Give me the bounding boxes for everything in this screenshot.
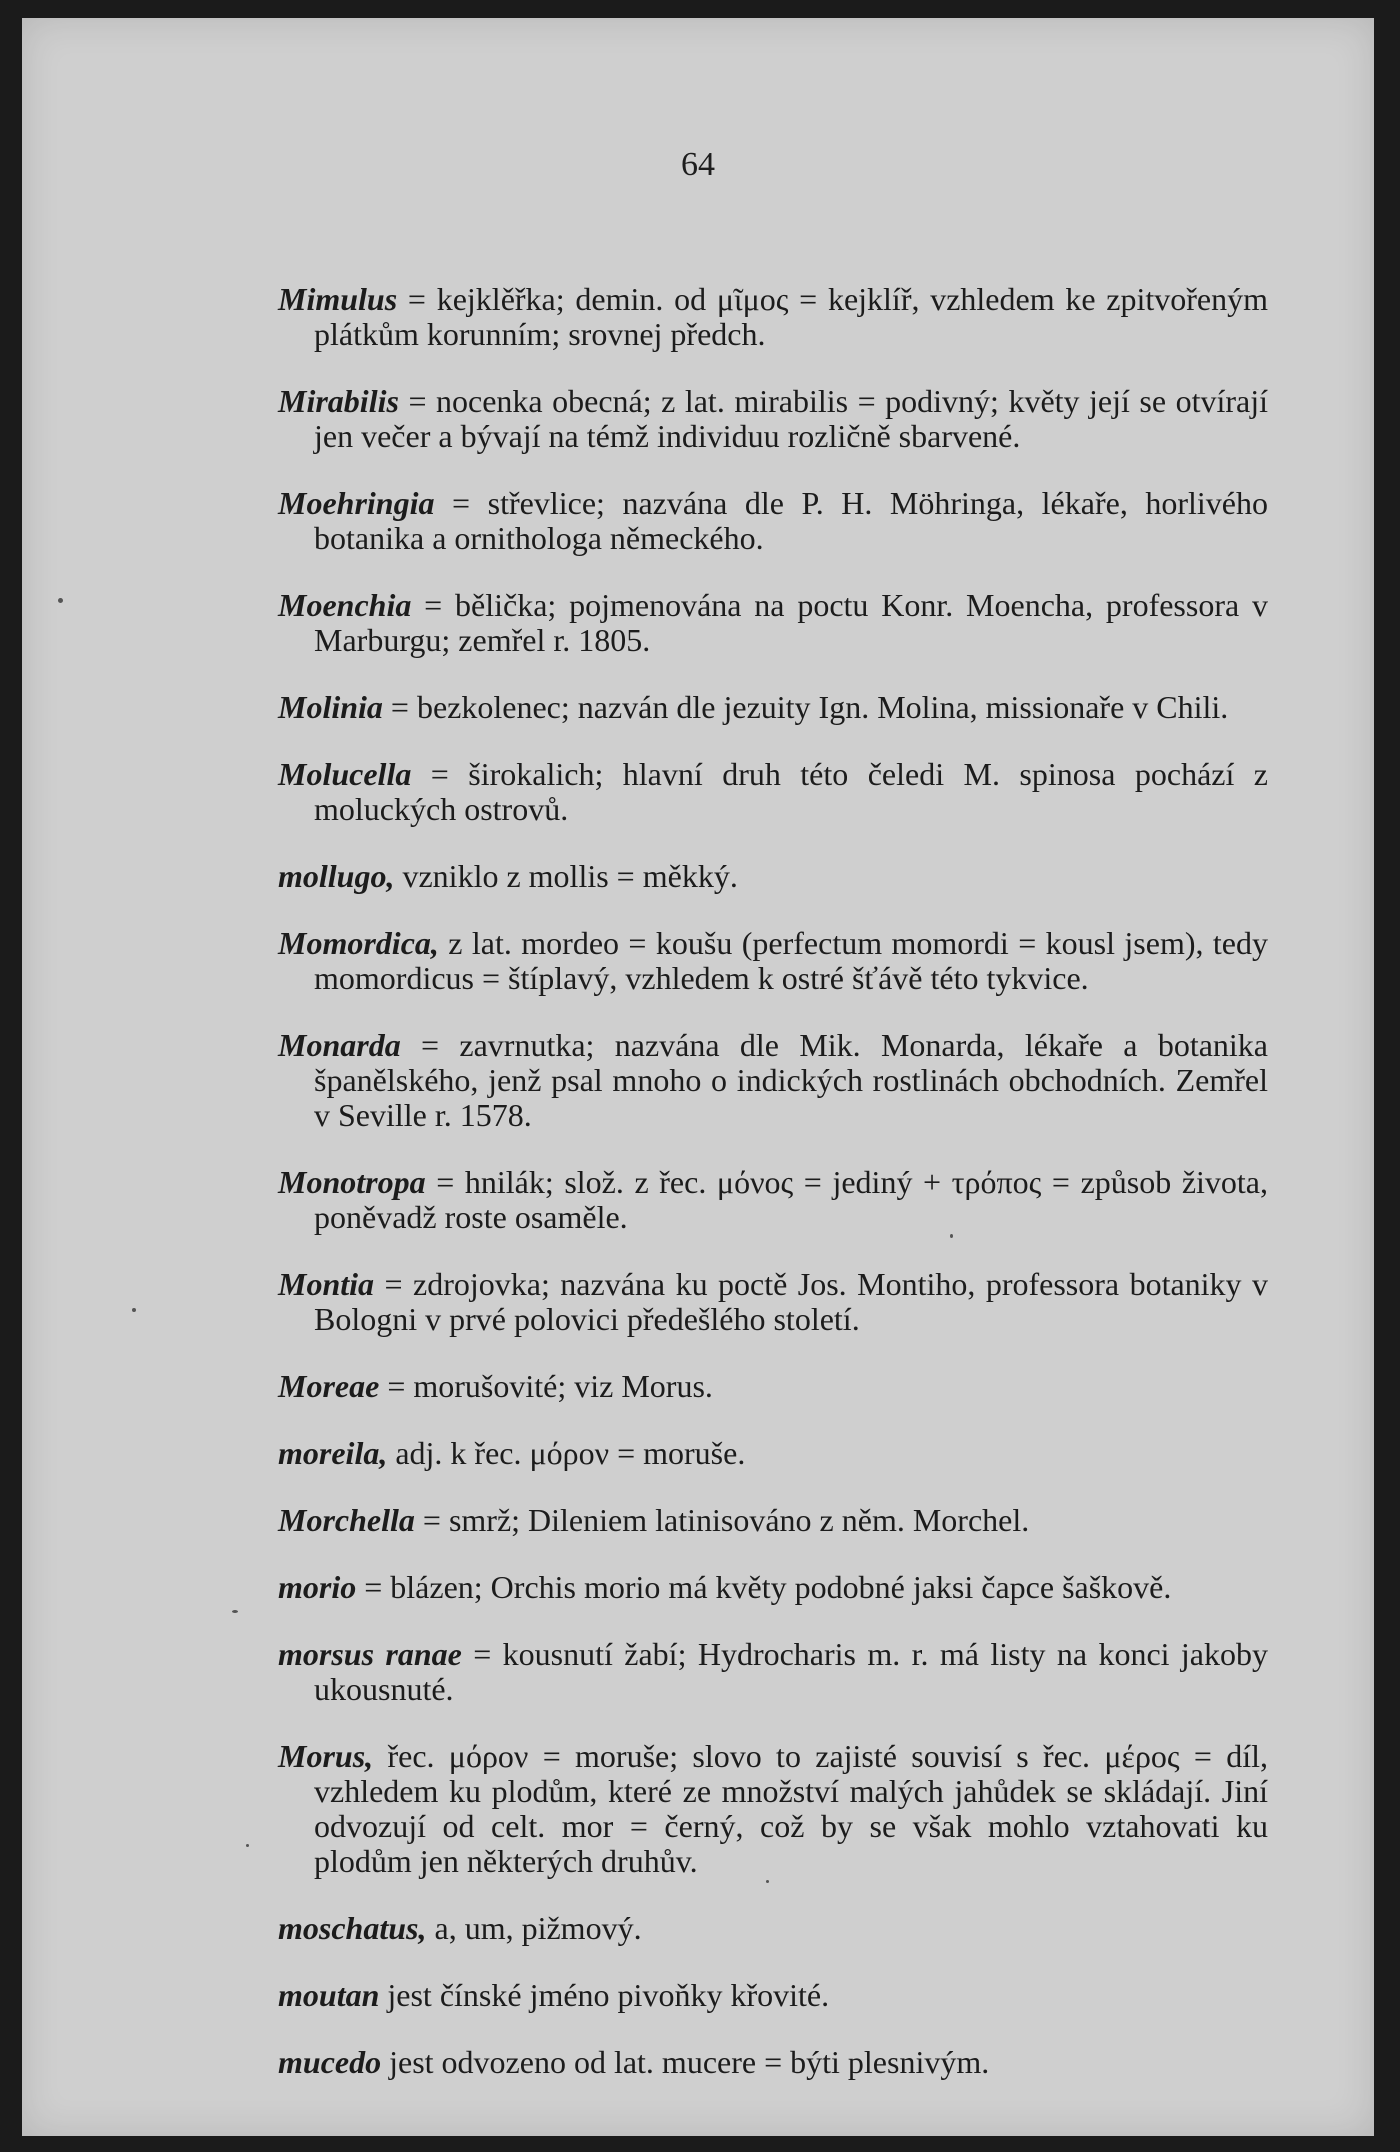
entry-term: mollugo, <box>278 858 395 894</box>
entry-term: Montia <box>278 1266 375 1302</box>
entry-text: jest čínské jméno pivoňky křovité. <box>387 1977 830 2013</box>
entry-term: Mirabilis <box>278 383 399 419</box>
entry-term: Morus, <box>278 1738 374 1774</box>
speck <box>132 1308 136 1312</box>
entry-text: z lat. mordeo = koušu (perfectum momordi = kousl jsem), tedy momordicus = štíplavý, vzhledem k ostré šťávě této tykvice. <box>314 925 1269 996</box>
dictionary-entry <box>278 690 1268 725</box>
entry-term: Morchella <box>278 1502 415 1538</box>
dictionary-entry <box>278 1436 1268 1471</box>
dictionary-entry <box>278 1267 1268 1337</box>
entry-text: = zdrojovka; nazvána ku poctě Jos. Montiho, professora botaniky v Bologni v prvé polovici předešlého století. <box>314 1266 1269 1337</box>
dictionary-entry <box>278 926 1268 996</box>
entry-text: a, um, pižmový. <box>434 1910 642 1946</box>
book-page <box>22 18 1374 2136</box>
page-number: 64 <box>681 146 715 183</box>
entry-term: Molinia <box>278 689 383 725</box>
entry-text: = bezkolenec; nazván dle jezuity Ign. Molina, missionaře v Chili. <box>390 689 1229 725</box>
entry-term: mucedo <box>278 2044 382 2080</box>
dictionary-entry <box>278 486 1268 556</box>
entry-term: Monarda <box>278 1027 401 1063</box>
dictionary-entry <box>278 588 1268 658</box>
dictionary-entry <box>278 1165 1268 1235</box>
entry-text: = nocenka obecná; z lat. mirabilis = podivný; květy její se otvírají jen večer a bývají na témž individuu rozličně sbarvené. <box>314 383 1269 454</box>
entry-term: Mimulus <box>278 281 398 317</box>
dictionary-entry <box>278 1637 1268 1707</box>
entry-term: moschatus, <box>278 1910 427 1946</box>
dictionary-entry <box>278 1503 1268 1538</box>
entry-text: = širokalich; hlavní druh této čeledi M. spinosa pochází z moluckých ostrovů. <box>314 756 1268 827</box>
entry-term: Monotropa <box>278 1164 426 1200</box>
dictionary-entry <box>278 1911 1268 1946</box>
entry-term: Molucella <box>278 756 412 792</box>
entry-text: = kejklěřka; demin. od μῖμος = kejklíř, vzhledem ke zpitvořeným plátkům korunním; srovnej předch. <box>314 281 1269 352</box>
dictionary-entry <box>278 1570 1268 1605</box>
dictionary-entry <box>278 1978 1268 2013</box>
dictionary-entry <box>278 757 1268 827</box>
entry-text: = střevlice; nazvána dle P. H. Möhringa, lékaře, horlivého botanika a ornithologa německého. <box>314 485 1268 556</box>
entry-term: morio <box>278 1569 357 1605</box>
speck <box>950 1234 953 1238</box>
entry-text: vzniklo z mollis = měkký. <box>402 858 738 894</box>
entry-term: moutan <box>278 1977 380 2013</box>
entry-term: morsus ranae <box>278 1636 462 1672</box>
entry-text: řec. μόρον = moruše; slovo to zajisté souvisí s řec. μέρος = díl, vzhledem ku plodům, které ze množství malých jahůdek se skládají. Jiní odvozují od celt. mor = černý, což by se však mohlo vztahovati ku plodům jen některých druhův. <box>314 1738 1269 1879</box>
speck <box>232 1610 238 1613</box>
speck <box>58 598 63 603</box>
dictionary-entry <box>278 384 1268 454</box>
entry-text: = zavrnutka; nazvána dle Mik. Monarda, lékaře a botanika španělského, jenž psal mnoho o indických rostlinách obchodních. Zemřel v Seville r. 1578. <box>314 1027 1269 1133</box>
entry-term: Moenchia <box>278 587 412 623</box>
speck <box>766 1880 769 1883</box>
entry-text: = smrž; Dileniem latinisováno z něm. Morchel. <box>422 1502 1030 1538</box>
entry-term: moreila, <box>278 1435 388 1471</box>
entry-term: Momordica, <box>278 925 439 961</box>
entry-term: Moehringia <box>278 485 435 521</box>
dictionary-entry <box>278 282 1268 352</box>
dictionary-entry <box>278 1369 1268 1404</box>
entry-text: jest odvozeno od lat. mucere = býti plesnivým. <box>389 2044 990 2080</box>
entry-text: = morušovité; viz Morus. <box>387 1368 713 1404</box>
entry-text: = hnilák; slož. z řec. μόνος = jediný + τρόπος = způsob života, poněvadž roste osaměle. <box>314 1164 1269 1235</box>
dictionary-entry <box>278 859 1268 894</box>
dictionary-entry <box>278 2045 1268 2080</box>
dictionary-entries <box>278 250 1268 2089</box>
entry-term: Moreae <box>278 1368 380 1404</box>
speck <box>246 1844 249 1847</box>
entry-text: = bělička; pojmenována na poctu Konr. Moencha, professora v Marburgu; zemřel r. 1805. <box>314 587 1269 658</box>
entry-text: adj. k řec. μόρον = moruše. <box>395 1435 746 1471</box>
dictionary-entry <box>278 1739 1268 1879</box>
entry-text: = blázen; Orchis morio má květy podobné jaksi čapce šaškově. <box>364 1569 1172 1605</box>
dictionary-entry <box>278 1028 1268 1133</box>
entry-text: = kousnutí žabí; Hydrocharis m. r. má listy na konci jakoby ukousnuté. <box>314 1636 1269 1707</box>
